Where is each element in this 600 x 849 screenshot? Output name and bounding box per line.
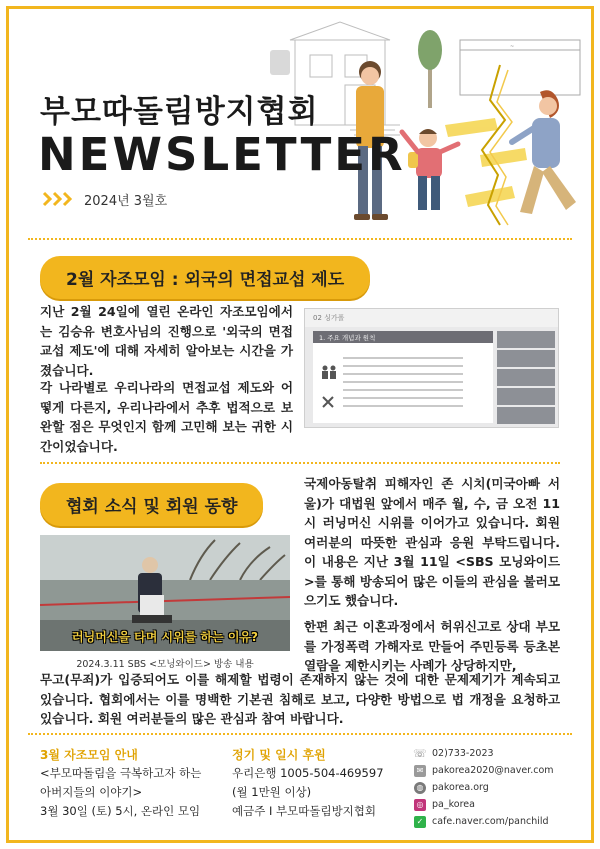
section1-heading: 2월 자조모임 : 외국의 면접교섭 제도 [40, 256, 370, 299]
meeting-line3: 3월 30일 (토) 5시, 온라인 모임 [40, 804, 201, 818]
contact-instagram[interactable] [414, 796, 554, 813]
contact-phone[interactable] [414, 745, 554, 762]
donation-heading: 정기 및 일시 후원 [232, 748, 326, 762]
contact-email-text: pakorea2020@naver.com [432, 765, 554, 776]
cafe-icon: ✓ [414, 816, 426, 828]
chevrons-icon [42, 190, 76, 208]
divider [28, 733, 572, 735]
meeting-line2: 아버지들의 이야기> [40, 785, 143, 799]
contact-website[interactable] [414, 779, 554, 796]
contact-cafe-text: cafe.naver.com/panchild [432, 816, 549, 827]
section1-para2: 각 나라별로 우리나라의 면접교섭 제도와 어떻게 다른지, 우리나라에서 추후 법적으로 보완할 점은 무엇인지 함께 고민해 보는 귀한 시간이었습니다. [40, 380, 293, 454]
people-icon [321, 365, 337, 379]
section1-para1: 지난 2월 24일에 열린 온라인 자조모임에서는 김승유 변호사님의 진행으로 '외국의 면접교섭 제도'에 대해 자세히 알아보는 시간을 가졌습니다. [40, 304, 293, 378]
participant-video-tiles [497, 331, 555, 423]
slide-text-lines [313, 357, 493, 413]
donation-account: 우리은행 1005-504-469597 [232, 766, 384, 780]
protest-photo [40, 535, 290, 651]
newsletter-title: NEWSLETTER [38, 128, 406, 181]
slide-title: 1. 주요 개념과 원칙 [313, 331, 493, 343]
slide-top-label: 02 싱가폴 [305, 309, 558, 327]
mail-icon: ✉ [414, 765, 426, 777]
section2-para3: 무고(무죄)가 입증되어도 이를 해제할 법령이 존재하지 않는 것에 대한 문제제기가 계속되고 있습니다. 협회에서는 이를 명백한 기본권 침해로 보고, 다양한 방법으로 법 개정을 요청하고 있습니다. 회원 여러분들의 많은 관심과 참여 바랍니다. [40, 672, 560, 726]
meeting-slide-screenshot [304, 308, 559, 428]
issue-date: 2024년 3월호 [84, 194, 168, 209]
divider [40, 462, 560, 464]
globe-icon: ◍ [414, 782, 426, 794]
section2-heading: 협회 소식 및 회원 동향 [40, 483, 263, 526]
meeting-line1: <부모따돌림을 극복하고자 하는 [40, 766, 202, 780]
contact-email[interactable] [414, 762, 554, 779]
cross-arrows-icon [321, 395, 335, 409]
contact-instagram-text: pa_korea [432, 799, 475, 810]
divider [28, 238, 572, 240]
photo-caption: 2024.3.11 SBS <모닝와이드> 방송 내용 [76, 659, 254, 670]
donation-amount: (월 1만원 이상) [232, 785, 312, 799]
section2-para1: 국제아동탈취 피해자인 존 시치(미국아빠 서울)가 대법원 앞에서 매주 월, 수, 금 오전 11시 러닝머신 시위를 이어가고 있습니다. 회원 여러분의 따뜻한 관심과 응원 부탁드립니다. 이 내용은 지난 3월 11일 <SBS 모닝와이드>를 통해 방송되어 많은 이들의 관심을 불러모으기도 했습니다. [304, 476, 560, 608]
contact-list [414, 745, 554, 830]
contact-phone-text: 02)733-2023 [432, 748, 494, 759]
instagram-icon: ◎ [414, 799, 426, 811]
meeting-heading: 3월 자조모임 안내 [40, 748, 138, 762]
org-name: 부모따돌림방지협회 [40, 94, 319, 130]
donation-holder: 예금주 I 부모따돌림방지협회 [232, 804, 377, 818]
svg-text:~: ~ [510, 44, 515, 50]
contact-website-text: pakorea.org [432, 782, 489, 793]
contact-cafe[interactable] [414, 813, 554, 830]
section2-para2: 한편 최근 이혼과정에서 허위신고로 상대 부모를 가정폭력 가해자로 만들어 주민등록 등초본 열람을 제한시키는 사례가 상당하지만, [304, 619, 560, 673]
phone-icon: ☏ [413, 747, 427, 760]
photo-subtitle: 러닝머신을 타며 시위를 하는 이유? [72, 630, 258, 644]
slide-body [313, 331, 493, 423]
